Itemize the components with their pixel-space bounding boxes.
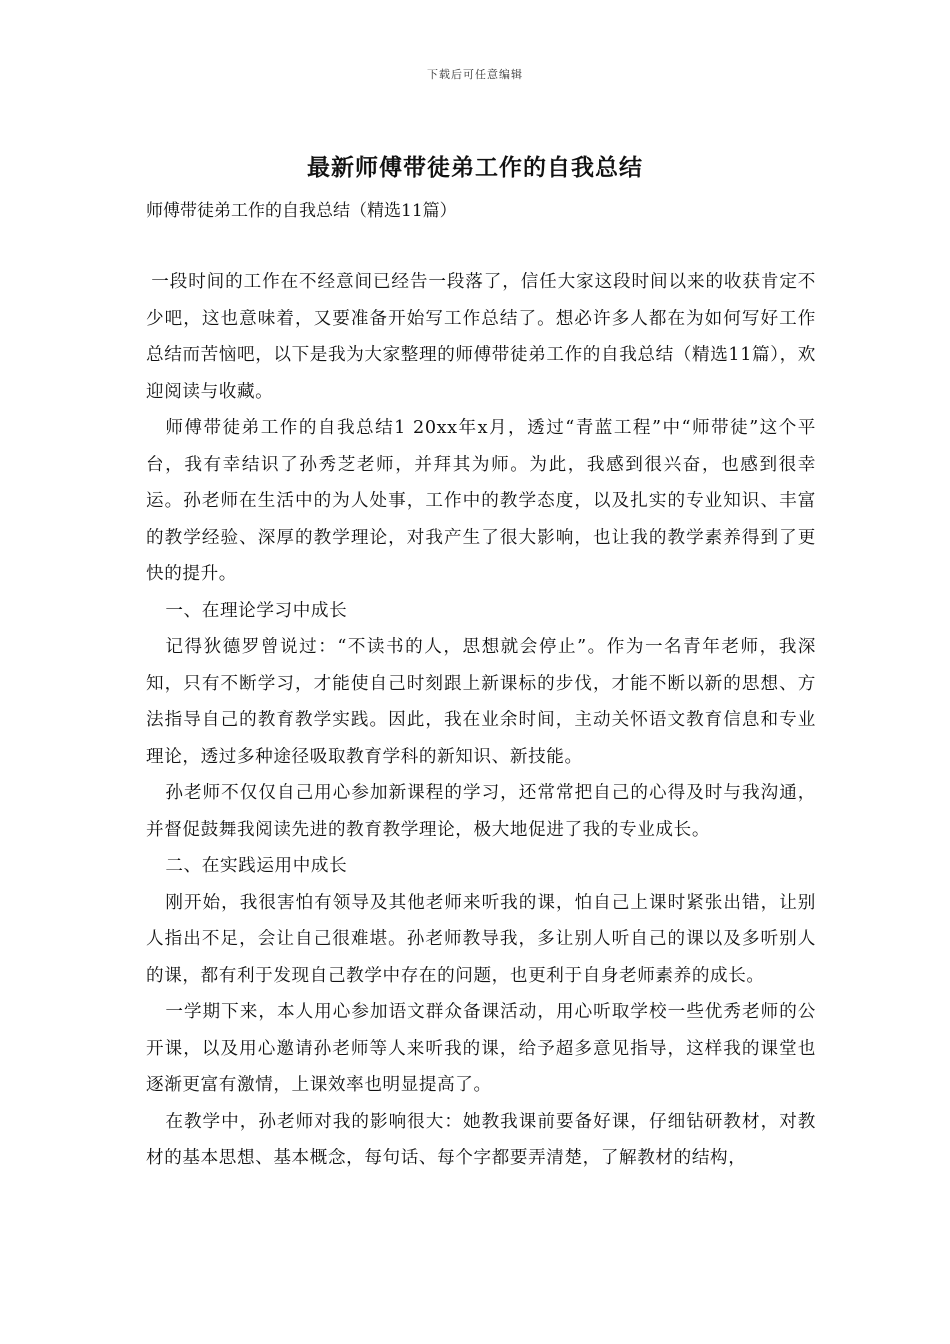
header-note: 下载后可任意编辑 <box>427 68 523 81</box>
paragraph: 一学期下来，本人用心参加语文群众备课活动，用心听取学校一些优秀老师的公开课，以及用心邀请孙老师等人来听我的课，给予超多意见指导，这样我的课堂也逐渐更富有激情，上课效率也明显提高了。 <box>146 1002 816 1095</box>
document-subtitle: 师傅带徒弟工作的自我总结（精选11篇） <box>146 201 457 221</box>
paragraph: 刚开始，我很害怕有领导及其他老师来听我的课，怕自己上课时紧张出错，让别人指出不足，会让自己很难堪。孙老师教导我，多让别人听自己的课以及多听别人的课，都有利于发现自己教学中存在的问题，也更利于自身老师素养的成长。 <box>146 892 816 986</box>
document-body <box>146 264 816 1177</box>
paragraph: 孙老师不仅仅自己用心参加新课程的学习，还常常把自己的心得及时与我沟通，并督促鼓舞我阅读先进的教育教学理论，极大地促进了我的专业成长。 <box>146 783 816 840</box>
paragraph-intro: 一段时间的工作在不经意间已经告一段落了，信任大家这段时间以来的收获肯定不少吧，这也意味着，又要准备开始写工作总结了。想必许多人都在为如何写好工作总结而苦恼吧，以下是我为大家整理的师傅带徒弟工作的自我总结（精选11篇），欢迎阅读与收藏。 <box>146 272 816 402</box>
section-heading: 二、在实践运用中成长 <box>165 856 348 876</box>
document-title: 最新师傅带徒弟工作的自我总结 <box>307 154 643 181</box>
section-heading: 一、在理论学习中成长 <box>165 600 348 621</box>
paragraph: 师傅带徒弟工作的自我总结1 20xx年x月，透过“青蓝工程”中“师带徒”这个平台，我有幸结识了孙秀芝老师，并拜其为师。为此，我感到很兴奋，也感到很幸运。孙老师在生活中的为人处事，工作中的教学态度，以及扎实的专业知识、丰富的教学经验、深厚的教学理论，对我产生了很大影响，也让我的教学素养得到了更快的提升。 <box>146 418 816 584</box>
paragraph: 记得狄德罗曾说过：“不读书的人，思想就会停止”。作为一名青年老师，我深知，只有不断学习，才能使自己时刻跟上新课标的步伐，才能不断以新的思想、方法指导自己的教育教学实践。因此，我在业余时间，主动关怀语文教育信息和专业理论，透过多种途径吸取教育学科的新知识、新技能。 <box>146 637 816 767</box>
paragraph: 在教学中，孙老师对我的影响很大：她教我课前要备好课，仔细钻研教材，对教材的基本思想、基本概念，每句话、每个字都要弄清楚，了解教材的结构， <box>146 1111 816 1168</box>
